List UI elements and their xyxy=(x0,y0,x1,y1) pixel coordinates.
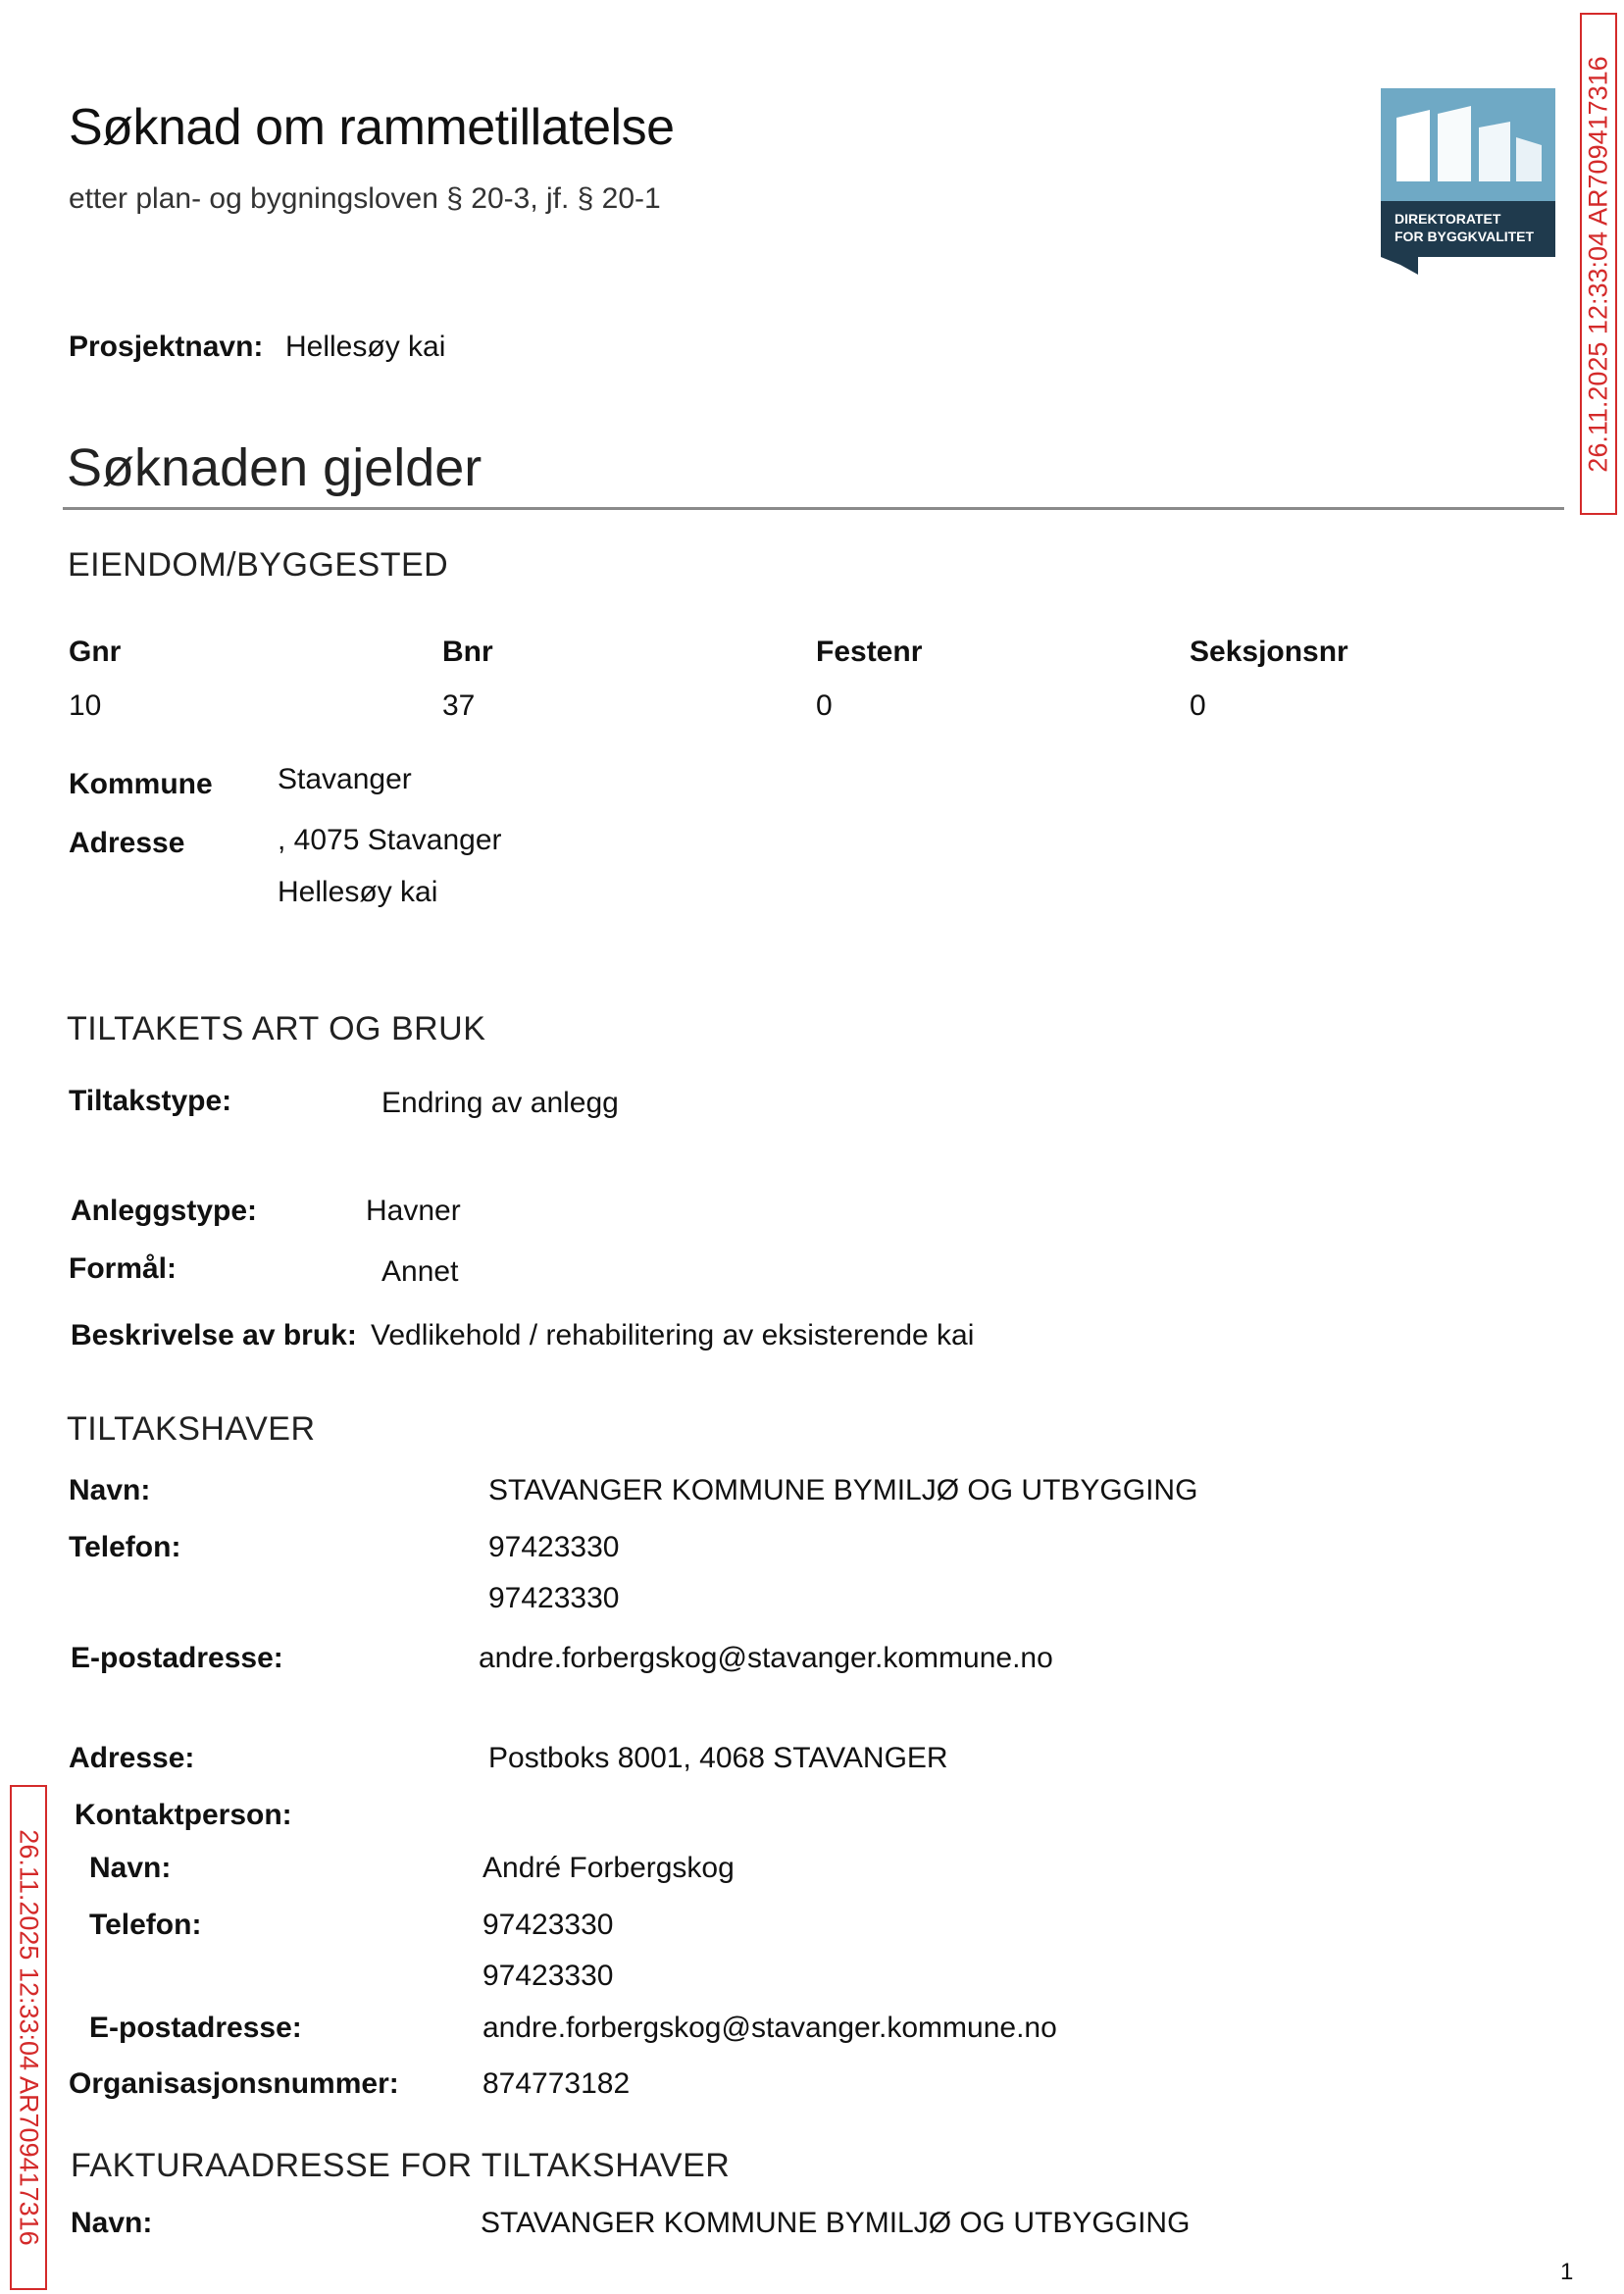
tiltak-heading: TILTAKETS ART OG BRUK xyxy=(67,1010,486,1047)
adresse-line1: , 4075 Stavanger xyxy=(278,824,502,856)
organisasjonsnummer-value: 874773182 xyxy=(482,2067,631,2100)
faktura-heading: FAKTURAADRESSE FOR TILTAKSHAVER xyxy=(71,2147,731,2184)
page-title: Søknad om rammetillatelse xyxy=(69,99,675,156)
tiltakshaver-heading: TILTAKSHAVER xyxy=(67,1410,316,1448)
seksjonsnr-label: Seksjonsnr xyxy=(1190,636,1348,668)
kontakt-epost-label: E-postadresse: xyxy=(89,2012,302,2044)
kontakt-navn-value: André Forbergskog xyxy=(482,1852,735,1884)
bnr-value: 37 xyxy=(442,689,476,722)
tiltakshaver-epost-label: E-postadresse: xyxy=(71,1642,283,1674)
beskrivelse-label: Beskrivelse av bruk: xyxy=(71,1319,357,1351)
timestamp-stamp-side xyxy=(10,1785,47,2290)
festenr-value: 0 xyxy=(816,689,833,722)
tiltakstype-value: Endring av anlegg xyxy=(381,1087,619,1119)
kontakt-navn-label: Navn: xyxy=(89,1852,172,1884)
tiltakstype-label: Tiltakstype: xyxy=(69,1085,232,1117)
tiltakshaver-telefon-2: 97423330 xyxy=(488,1582,620,1614)
anleggstype-value: Havner xyxy=(366,1195,461,1227)
page-subtitle: etter plan- og bygningsloven § 20-3, jf. § 20-1 xyxy=(69,182,661,215)
tiltakshaver-adresse-label: Adresse: xyxy=(69,1742,195,1774)
kontakt-telefon-label: Telefon: xyxy=(89,1909,202,1941)
organisasjonsnummer-label: Organisasjonsnummer: xyxy=(69,2067,399,2100)
kontakt-telefon-1: 97423330 xyxy=(482,1909,614,1941)
faktura-navn-value: STAVANGER KOMMUNE BYMILJØ OG UTBYGGING xyxy=(481,2207,1191,2239)
project-name-label: Prosjektnavn: xyxy=(69,331,264,363)
kontakt-epost-value: andre.forbergskog@stavanger.kommune.no xyxy=(482,2012,1057,2044)
timestamp-stamp-side-text: 26.11.2025 12:33:04 AR709417316 xyxy=(14,1829,44,2246)
tiltakshaver-telefon-1: 97423330 xyxy=(488,1531,620,1563)
timestamp-stamp-top-text: 26.11.2025 12:33:04 AR709417316 xyxy=(1583,55,1613,473)
page-number: 1 xyxy=(1560,2259,1574,2285)
adresse-label: Adresse xyxy=(69,827,185,859)
tiltakshaver-telefon-label: Telefon: xyxy=(69,1531,181,1563)
kontakt-telefon-2: 97423330 xyxy=(482,1960,614,1992)
kontaktperson-label: Kontaktperson: xyxy=(75,1799,292,1831)
tiltakshaver-navn-value: STAVANGER KOMMUNE BYMILJØ OG UTBYGGING xyxy=(488,1474,1198,1506)
section-divider xyxy=(63,507,1564,510)
faktura-navn-label: Navn: xyxy=(71,2207,153,2239)
adresse-line2: Hellesøy kai xyxy=(278,876,438,908)
section-heading: Søknaden gjelder xyxy=(67,438,482,497)
anleggstype-label: Anleggstype: xyxy=(71,1195,258,1227)
timestamp-stamp-top xyxy=(1580,13,1617,515)
gnr-value: 10 xyxy=(69,689,102,722)
dibk-logo xyxy=(1381,88,1555,275)
tiltakshaver-adresse-value: Postboks 8001, 4068 STAVANGER xyxy=(488,1742,948,1774)
gnr-label: Gnr xyxy=(69,636,122,668)
eiendom-heading: EIENDOM/BYGGESTED xyxy=(68,546,449,584)
formal-value: Annet xyxy=(381,1255,459,1288)
logo-text-1: DIREKTORATET xyxy=(1395,211,1501,227)
bnr-label: Bnr xyxy=(442,636,493,668)
seksjonsnr-value: 0 xyxy=(1190,689,1206,722)
beskrivelse-value: Vedlikehold / rehabilitering av eksisterende kai xyxy=(371,1319,975,1351)
kommune-label: Kommune xyxy=(69,768,213,800)
formal-label: Formål: xyxy=(69,1252,178,1285)
festenr-label: Festenr xyxy=(816,636,923,668)
tiltakshaver-epost-value: andre.forbergskog@stavanger.kommune.no xyxy=(479,1642,1053,1674)
tiltakshaver-navn-label: Navn: xyxy=(69,1474,151,1506)
logo-text-2: FOR BYGGKVALITET xyxy=(1395,229,1535,244)
kommune-value: Stavanger xyxy=(278,763,412,795)
project-name-value: Hellesøy kai xyxy=(285,331,446,363)
